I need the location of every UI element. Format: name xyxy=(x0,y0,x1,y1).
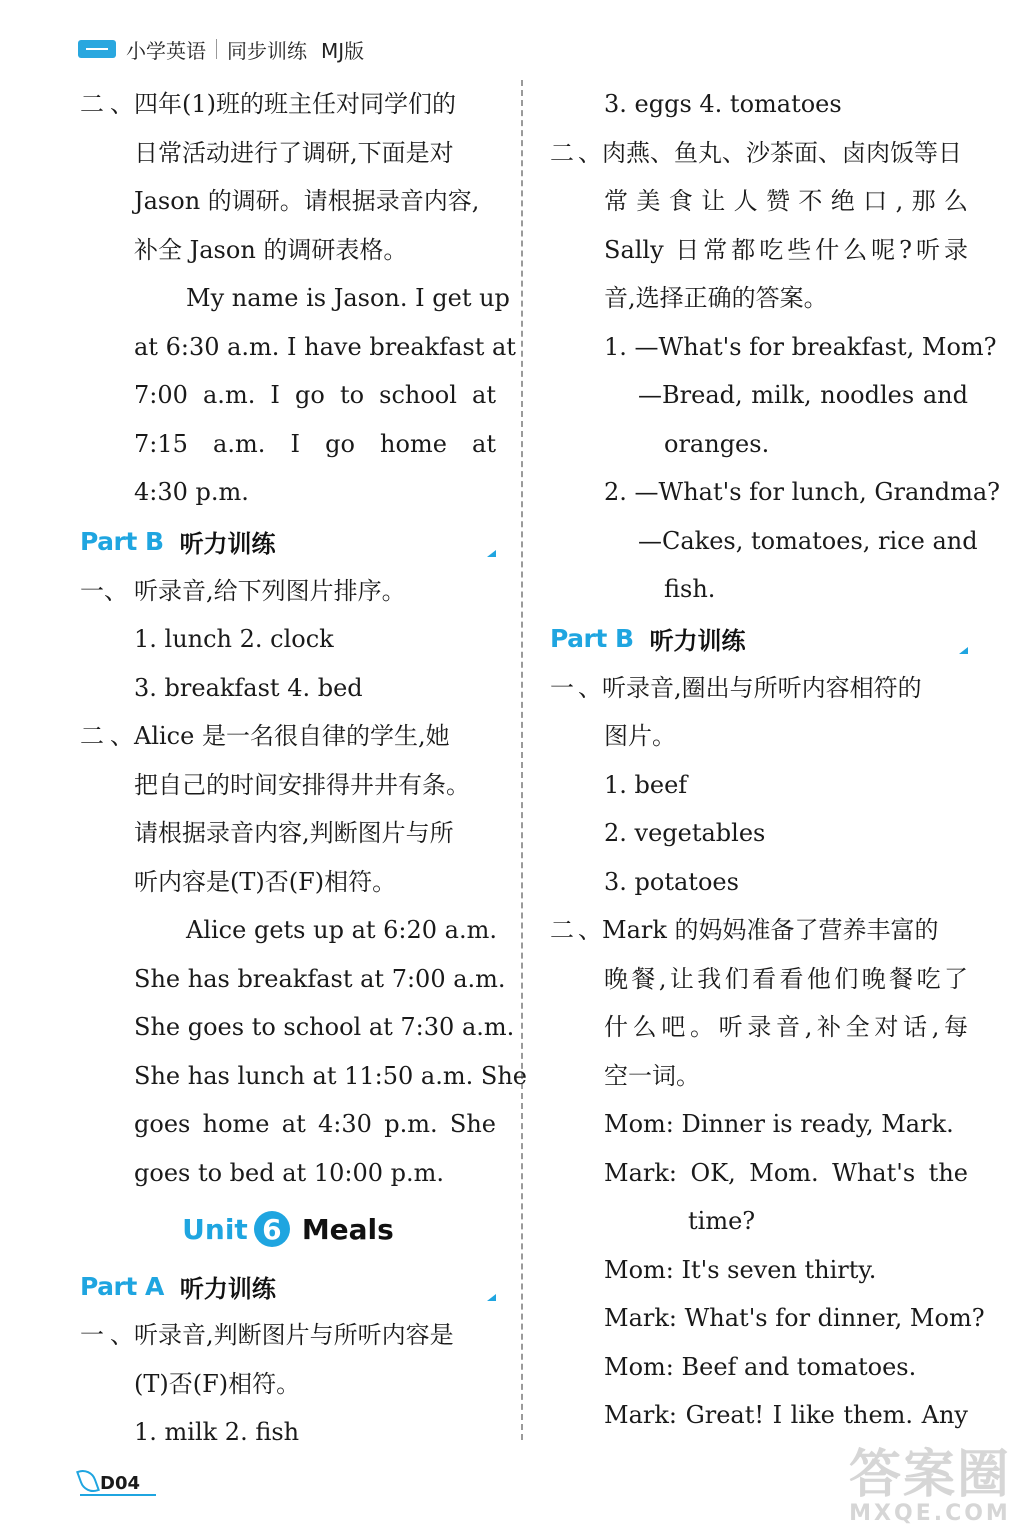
passage-line: She has lunch at 11:50 a.m. She xyxy=(134,1061,527,1090)
question-a2 xyxy=(550,129,1001,614)
dialogue-line: Mom: Dinner is ready, Mark. xyxy=(604,1110,954,1138)
leaf-icon xyxy=(76,1466,100,1496)
watermark-text: 答案圈 xyxy=(848,1445,1011,1505)
question-text: 肉燕、鱼丸、沙茶面、卤肉饭等日 xyxy=(602,138,962,167)
question-text: Jason 的调研。请根据录音内容, xyxy=(134,187,480,215)
question-line xyxy=(80,1311,496,1360)
corner-triangle-icon xyxy=(959,647,968,654)
question-b2-right xyxy=(550,906,985,1440)
passage-line: goes to bed at 10:00 p.m. xyxy=(134,1158,444,1187)
part-label: Part B xyxy=(550,624,634,653)
unit-label: Unit xyxy=(182,1212,248,1246)
question-text: 图片。 xyxy=(604,722,676,750)
dialogue-line: fish. xyxy=(664,575,716,603)
dialogue-line: —Bread, milk, noodles and xyxy=(638,381,968,409)
dialogue-line: Mark: What's for dinner, Mom? xyxy=(604,1304,985,1332)
question-number: 一、 xyxy=(80,576,128,605)
watermark-logo xyxy=(849,1432,1011,1526)
dialogue-line: Mark: Great! I like them. Any xyxy=(604,1401,968,1429)
left-column xyxy=(80,80,527,1457)
answer-line: 3. eggs 4. tomatoes xyxy=(604,90,842,118)
question-text: 听录音,判断图片与所听内容是 xyxy=(134,1321,454,1349)
dialogue-line: Mom: Beef and tomatoes. xyxy=(604,1352,917,1381)
question-line xyxy=(80,712,496,761)
question-text: 日常活动进行了调研,下面是对 xyxy=(134,138,454,167)
passage-line: goes home at 4:30 p.m. She xyxy=(134,1110,496,1138)
answer-line: 2. vegetables xyxy=(604,819,766,847)
question-text: 听内容是(T)否(F)相符。 xyxy=(134,867,397,896)
question-text: 听录音,给下列图片排序。 xyxy=(134,576,406,605)
dialogue-line: Mark: OK, Mom. What's the xyxy=(604,1158,968,1187)
question-number: 二、 xyxy=(550,916,602,944)
question-line xyxy=(550,129,968,178)
dialogue-line: oranges. xyxy=(664,429,770,458)
passage-line: 7:00 a.m. I go to school at xyxy=(134,381,496,409)
question-text: 空一词。 xyxy=(604,1061,700,1090)
question-2-jason xyxy=(80,80,496,274)
question-b1 xyxy=(80,567,496,713)
question-text: 晚餐,让我们看看他们晚餐吃了 xyxy=(604,964,968,993)
answer-line: 3. potatoes xyxy=(604,867,739,896)
passage-line: My name is Jason. I get up xyxy=(186,284,510,312)
passage-line: She has breakfast at 7:00 a.m. xyxy=(134,964,506,993)
dialogue-line: —Cakes, tomatoes, rice and xyxy=(638,526,978,555)
answer-line: 1. beef xyxy=(604,770,688,799)
book-logo-icon xyxy=(78,40,116,58)
question-text: 常美食让人赞不绝口,那么 xyxy=(604,187,968,215)
dialogue-line: 1. —What's for breakfast, Mom? xyxy=(604,332,997,361)
page-number: D04 xyxy=(100,1473,140,1494)
question-text: 什么吧。听录音,补全对话,每 xyxy=(604,1013,968,1041)
dialogue-line: 2. —What's for lunch, Grandma? xyxy=(604,478,1001,506)
passage-line: 4:30 p.m. xyxy=(134,478,249,506)
question-text: 听录音,圈出与所听内容相符的 xyxy=(602,673,922,702)
part-title: 听力训练 xyxy=(649,627,746,655)
unit-title: Meals xyxy=(301,1212,394,1246)
question-number: 一、 xyxy=(550,673,602,702)
watermark-url: MXQE.COM xyxy=(849,1501,1011,1526)
question-text: 四年(1)班的班主任对同学们的 xyxy=(134,90,456,118)
answer-line: 1. milk 2. fish xyxy=(134,1418,300,1446)
unit-number-badge: 6 xyxy=(254,1211,290,1247)
question-text: Alice 是一名很自律的学生,她 xyxy=(134,722,450,750)
question-text: (T)否(F)相符。 xyxy=(134,1369,301,1398)
corner-triangle-icon xyxy=(487,1294,496,1301)
question-number: 一、 xyxy=(80,1321,134,1349)
right-column xyxy=(550,80,1001,1440)
jason-passage xyxy=(80,274,516,517)
question-text: Mark 的妈妈准备了营养丰富的 xyxy=(602,916,939,944)
corner-triangle-icon xyxy=(487,550,496,557)
part-b-heading xyxy=(550,614,968,664)
question-number: 二、 xyxy=(80,90,134,118)
passage-line: She goes to school at 7:30 a.m. xyxy=(134,1013,515,1041)
question-text: 补全 Jason 的调研表格。 xyxy=(134,235,408,264)
question-b2 xyxy=(80,712,496,906)
question-a1 xyxy=(80,1311,496,1457)
dialogue-line: time? xyxy=(688,1207,756,1235)
question-text: 请根据录音内容,判断图片与所 xyxy=(134,819,454,847)
question-line xyxy=(80,80,496,129)
header-separator xyxy=(216,39,217,59)
question-b1-right xyxy=(550,664,968,907)
edition-label: MJ版 xyxy=(321,38,365,63)
answer-line: 3. breakfast 4. bed xyxy=(134,673,363,702)
question-text: 音,选择正确的答案。 xyxy=(604,284,828,312)
question-text: Sally 日常都吃些什么呢?听录 xyxy=(604,235,968,264)
part-label: Part A xyxy=(80,1271,164,1301)
question-text: 把自己的时间安排得井井有条。 xyxy=(134,770,470,799)
alice-passage xyxy=(80,906,527,1197)
page-footer xyxy=(80,1460,156,1496)
part-label: Part B xyxy=(80,527,164,556)
unit-heading xyxy=(80,1197,496,1261)
part-a-heading xyxy=(80,1261,496,1311)
part-title: 听力训练 xyxy=(179,530,276,558)
passage-line: 7:15 a.m. I go home at xyxy=(134,429,496,458)
subject-label: 小学英语 xyxy=(126,38,206,63)
answer-line: 1. lunch 2. clock xyxy=(134,625,334,653)
dialogue-line: Mom: It's seven thirty. xyxy=(604,1255,877,1284)
question-number: 二、 xyxy=(80,722,134,750)
question-line xyxy=(80,567,496,616)
question-line xyxy=(550,664,968,713)
question-line xyxy=(550,906,968,955)
question-number: 二、 xyxy=(550,138,602,167)
column-divider xyxy=(521,80,523,1440)
part-title: 听力训练 xyxy=(179,1274,276,1303)
part-b-heading xyxy=(80,517,496,567)
passage-line: at 6:30 a.m. I have breakfast at xyxy=(134,332,516,361)
passage-line: Alice gets up at 6:20 a.m. xyxy=(186,916,497,944)
series-label: 同步训练 xyxy=(227,38,307,63)
page-header xyxy=(78,34,364,64)
